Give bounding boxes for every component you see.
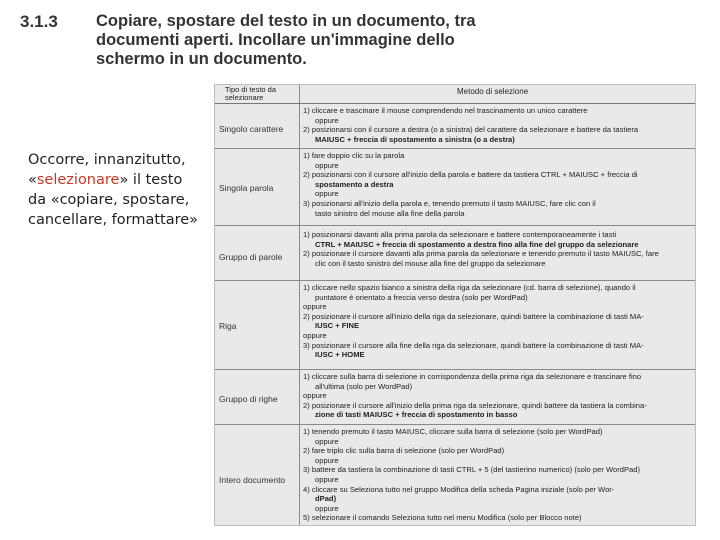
method-line: 1) cliccare nello spazio bianco a sinistra della riga da selezionare (cd. barra di selezione), quando il xyxy=(303,283,636,292)
title-line: schermo in un documento. xyxy=(96,50,307,68)
method-line: 1) tenendo premuto il tasto MAIUSC, cliccare sulla barra di selezione (solo per WordPad) xyxy=(303,427,603,436)
method-line: oppure xyxy=(315,503,339,513)
method-line: 2) posizionarsi con il cursore all'inizio della parola e battere da tastiera CTRL + MAIUSC + freccia di xyxy=(303,170,638,180)
method-line: MAIUSC + freccia di spostamento a sinistra (o a destra) xyxy=(315,134,515,144)
row-label: Intero documento xyxy=(219,475,286,485)
method-line: oppure xyxy=(303,391,327,401)
method-line: oppure xyxy=(303,302,327,312)
section-title xyxy=(96,12,476,69)
title-line: documenti aperti. Incollare un'immagine dello xyxy=(96,31,455,49)
note-line xyxy=(28,170,213,190)
table-row xyxy=(215,370,695,425)
row-label: Singola parola xyxy=(219,183,274,193)
method-line: oppure xyxy=(315,115,339,125)
method-line: 3) battere da tastiera la combinazione di tasti CTRL + 5 (del tastierino numerico) (solo per WordPad) xyxy=(303,465,641,475)
table-row xyxy=(215,104,695,149)
row-method xyxy=(303,230,691,268)
row-method xyxy=(303,283,691,360)
highlighted-word: selezionare xyxy=(36,172,120,188)
header-type-column: Tipo di testo da selezionare xyxy=(225,85,277,102)
note-text: » il testo xyxy=(119,172,183,188)
side-note xyxy=(28,150,213,230)
row-method xyxy=(303,427,691,523)
row-method xyxy=(303,151,691,218)
note-line: Occorre, innanzitutto, xyxy=(28,152,186,168)
table-row xyxy=(215,149,695,226)
method-line: clic con il tasto sinistro del mouse alla fine del gruppo da selezionare xyxy=(315,258,546,268)
row-label: Gruppo di righe xyxy=(219,394,278,404)
method-line: 2) posizionarsi con il cursore a destra (o a sinistra) del carattere da selezionare e battere da tastiera xyxy=(303,125,639,135)
method-line: 2) posizionare il cursore all'inizio della riga da selezionare, quindi battere la combinazione di tasti MA- xyxy=(303,311,644,321)
method-line: puntatore è orientato a freccia verso destra (solo per WordPad) xyxy=(315,292,528,302)
method-line: 3) posizionarsi all'inizio della parola e, tenendo premuto il tasto MAIUSC, fare clic con il xyxy=(303,198,596,208)
method-line: spostamento a destra xyxy=(315,179,394,189)
method-line: 1) fare doppio clic su la parola xyxy=(303,151,405,160)
method-line: 3) posizionare il cursore alla fine della riga da selezionare, quindi battere la combinazione di tasti MA- xyxy=(303,340,644,350)
table-row xyxy=(215,226,695,281)
method-line: CTRL + MAIUSC + freccia di spostamento a destra fino alla fine del gruppo da selezionare xyxy=(315,239,639,249)
table-row xyxy=(215,281,695,370)
method-line: dPad) xyxy=(315,494,337,504)
open-quote: « xyxy=(28,172,37,188)
method-line: 1) posizionarsi davanti alla prima parola da selezionare e battere contemporaneamente i tasti xyxy=(303,230,617,239)
method-line: all'ultima (solo per WordPad) xyxy=(315,381,413,391)
row-label: Singolo carattere xyxy=(219,124,284,134)
method-line: 4) cliccare su Seleziona tutto nel gruppo Modifica della scheda Pagina iniziale (solo per Wor- xyxy=(303,484,615,494)
row-method xyxy=(303,106,691,144)
method-line: IUSC + HOME xyxy=(315,350,365,360)
table-header xyxy=(215,85,695,104)
method-line: oppure xyxy=(303,330,327,340)
method-line: oppure xyxy=(315,474,339,484)
method-line: oppure xyxy=(315,455,339,465)
method-line: oppure xyxy=(315,160,339,170)
scanned-table xyxy=(214,84,696,526)
note-line: cancellare, formattare» xyxy=(28,212,199,228)
row-label: Riga xyxy=(219,321,237,331)
method-line: zione di tasti MAIUSC + freccia di spostamento in basso xyxy=(315,410,518,420)
section-number: 3.1.3 xyxy=(20,12,58,31)
method-line: IUSC + FINE xyxy=(315,321,360,331)
header-method-column: Metodo di selezione xyxy=(457,87,529,96)
note-line: da «copiare, spostare, xyxy=(28,192,190,208)
row-method xyxy=(303,372,691,420)
method-line: 2) fare triplo clic sulla barra di selezione (solo per WordPad) xyxy=(303,446,505,456)
title-line: Copiare, spostare del testo in un documento, tra xyxy=(96,12,476,30)
table-row xyxy=(215,425,695,526)
method-line: 2) posizionare il cursore davanti alla prima parola da selezionare e tenendo premuto il tasto MAIUSC, fare xyxy=(303,249,659,259)
method-line: 2) posizionare il cursore all'inizio della prima riga da selezionare, quindi battere da tastiera la combina- xyxy=(303,400,647,410)
method-line: oppure xyxy=(315,189,339,199)
row-label: Gruppo di parole xyxy=(219,252,283,262)
method-line: oppure xyxy=(315,436,339,446)
method-line: 5) selezionare il comando Seleziona tutto nel menu Modifica (solo per Blocco note) xyxy=(303,513,582,523)
method-line: 1) cliccare sulla barra di selezione in corrispondenza della prima riga da selezionare e trascinare fino xyxy=(303,372,642,381)
method-line: 1) cliccare e trascinare il mouse comprendendo nel trascinamento un unico carattere xyxy=(303,106,588,115)
method-line: tasto sinistro del mouse alla fine della parola xyxy=(315,208,465,218)
